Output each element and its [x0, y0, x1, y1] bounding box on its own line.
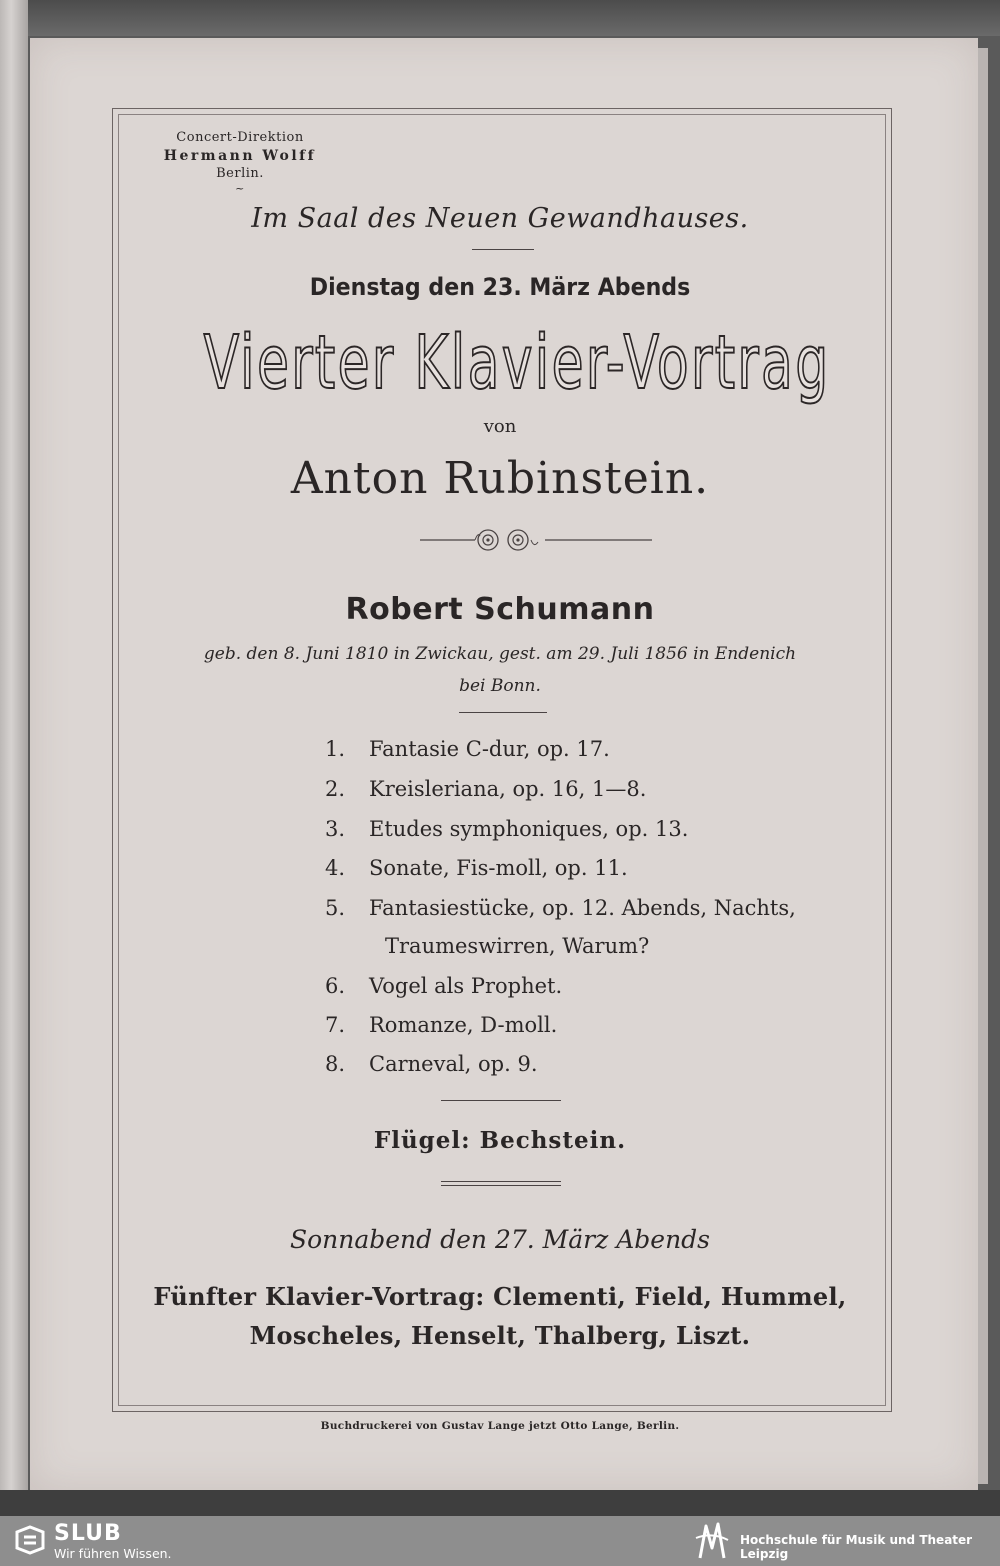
program-item-number: 1. — [325, 737, 346, 761]
viewer-footer — [0, 1516, 1000, 1566]
composer-name: Robert Schumann — [345, 592, 655, 627]
program-item-title: Sonate, Fis-moll, op. 11. — [369, 856, 628, 880]
program-item-title: Romanze, D-moll. — [369, 1013, 558, 1037]
scan-book-spine — [0, 0, 28, 1516]
piano-maker-note: Flügel: Bechstein. — [373, 1127, 627, 1154]
venue-line: Im Saal des Neuen Gewandhauses. — [251, 203, 749, 234]
next-concert-line-1: Fünfter Klavier-Vortrag: Clementi, Field, Hummel, — [153, 1282, 847, 1311]
program-item-title: Fantasiestücke, op. 12. Abends, Nachts, — [369, 896, 796, 920]
scan-background-bottom — [0, 1490, 1000, 1516]
composer-bio-line-2: bei Bonn. — [459, 676, 541, 696]
program-item — [325, 853, 845, 883]
paper-edge — [978, 48, 988, 1484]
program-item — [325, 1010, 845, 1040]
program-item-title: Etudes symphoniques, op. 13. — [369, 817, 689, 841]
program-item-title: Kreisleriana, op. 16, 1—8. — [369, 777, 647, 801]
program-item-number: 8. — [325, 1052, 346, 1076]
divider-rule-double — [441, 1185, 561, 1186]
concert-date: Dienstag den 23. März Abends — [309, 273, 691, 301]
program-item-number: 2. — [325, 777, 346, 801]
artist-name: Anton Rubinstein. — [290, 453, 710, 504]
program-item-number: 6. — [325, 974, 346, 998]
program-item-title: Carneval, op. 9. — [369, 1052, 538, 1076]
program-item-number: 3. — [325, 817, 346, 841]
hmt-name[interactable]: Hochschule für Musik und Theater Leipzig — [740, 1533, 973, 1561]
program-item — [325, 893, 845, 923]
program-item-number: 7. — [325, 1013, 346, 1037]
concert-direktion-flourish: ~ — [235, 182, 245, 195]
next-concert-date: Sonnabend den 27. März Abends — [289, 1225, 711, 1254]
page-title: Vierter Klavier-Vortrag — [203, 320, 831, 406]
von-label: von — [483, 416, 517, 437]
program-item — [325, 971, 845, 1001]
divider-rule — [472, 249, 534, 250]
next-concert-line-2: Moscheles, Henselt, Thalberg, Liszt. — [249, 1321, 751, 1350]
composer-bio-line-1: geb. den 8. Juni 1810 in Zwickau, gest. am 29. Juli 1856 in Endenich — [203, 644, 797, 664]
program-item — [325, 814, 845, 844]
slub-tagline: Wir führen Wissen. — [54, 1546, 172, 1561]
divider-rule — [441, 1100, 561, 1101]
hmt-logo-icon[interactable] — [692, 1518, 732, 1564]
program-item-continuation: Traumeswirren, Warum? — [385, 934, 650, 958]
program-item — [325, 734, 845, 764]
concert-direktion-label: Concert-Direktion — [176, 130, 304, 145]
divider-rule — [459, 712, 547, 713]
program-item — [325, 1049, 845, 1079]
scan-background-top — [0, 0, 1000, 36]
slub-logo-icon[interactable] — [14, 1524, 46, 1556]
concert-direktion-name: Hermann Wolff — [163, 148, 317, 164]
slub-name[interactable]: SLUB — [54, 1521, 122, 1546]
printer-imprint: Buchdruckerei von Gustav Lange jetzt Otto Lange, Berlin. — [320, 1420, 680, 1432]
program-item — [325, 774, 845, 804]
concert-direktion-city: Berlin. — [216, 166, 264, 181]
divider-rule-double — [441, 1181, 561, 1182]
program-item-title: Vogel als Prophet. — [369, 974, 563, 998]
ornament-divider-icon — [420, 524, 660, 556]
program-item-number: 5. — [325, 896, 346, 920]
program-item-title: Fantasie C-dur, op. 17. — [369, 737, 610, 761]
program-item-number: 4. — [325, 856, 346, 880]
